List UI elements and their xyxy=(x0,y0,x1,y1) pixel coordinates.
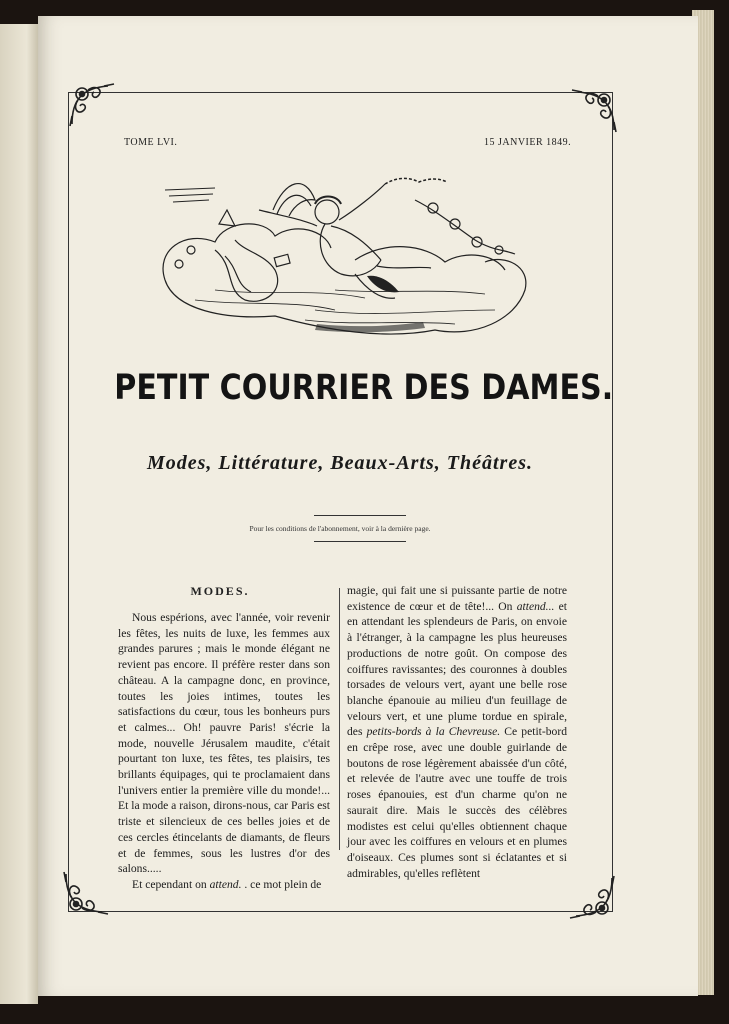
facing-page-edge xyxy=(0,24,38,1004)
corner-ornament-top-right xyxy=(568,86,618,136)
newspaper-title: PETIT COURRIER DES DAMES. xyxy=(114,368,614,408)
article-paragraph-end xyxy=(118,877,330,893)
article-text: Ce petit-bord en crêpe rose, avec une double guirlande de boutons de rose légèrement abaissée d'un côté, et relevée de l'autre avec une touffe de trois roses épanouies, est d'un charme qu'on ne saurait dire. Mais le succès des célèbres modistes est celui qu'elles obtiennent chaque jour avec les coiffures en velours et en plumes d'oiseaux. Ces plumes sont si éclatantes et si admirables, qu'elles reflètent xyxy=(347,725,568,880)
corner-ornament-top-left xyxy=(68,80,118,130)
corner-ornament-bottom-left xyxy=(62,868,112,918)
article-text: et en attendant les splendeurs de Paris, on envoie à l'étranger, à la campagne les plus heureuses productions de notre goût. On compose des coiffures ravissantes; des couronnes à doubles torsades de velours vert, ayant une belle rose blanche épanouie au milieu d'un feuillage de velours vert, et une plume tordue en spirale, des xyxy=(347,599,567,739)
divider-rule-bottom xyxy=(314,541,406,542)
emphasis-text: petits-bords à la Chevreuse. xyxy=(366,725,501,739)
section-heading-modes: MODES. xyxy=(190,584,250,598)
newspaper-subtitle: Modes, Littérature, Beaux-Arts, Théâtres. xyxy=(146,452,533,474)
issue-date: 15 JANVIER 1849. xyxy=(484,137,572,148)
article-text: . ce mot plein de xyxy=(241,877,322,891)
article-column-left xyxy=(118,610,330,893)
volume-label: TOME LVI. xyxy=(124,137,178,148)
cherub-vignette-illustration xyxy=(155,170,535,350)
divider-rule-top xyxy=(314,515,406,516)
subscription-notice: Pour les conditions de l'abonnement, voir à la dernière page. xyxy=(249,524,431,533)
emphasis-text: attend. xyxy=(209,877,242,891)
article-text: Et cependant on xyxy=(132,877,207,891)
article-paragraph: Nous espérions, avec l'année, voir revenir les fêtes, les nuits de luxe, les femmes aux grandes parures ; mais le monde élégant ne revient pas encore. Il préfère rester dans son château. A la campagne donc, en province, toutes les joies intimes, toutes les satisfactions du cœur, tous les bonheurs purs et calmes... Oh! pauvre Paris! s'écrie la mode, nouvelle Jérusalem maudite, c'était pourtant ton luxe, tes fêtes, tes plaisirs, tes brillants équipages, qui te proclamaient dans l'univers entier la première ville du monde!... Et la mode a raison, dirons-nous, car Paris est triste et silencieux de ces belles joies et de ces cercles étincelants de diamants, de fleurs et de femmes, sous les lustres d'or des salons..... xyxy=(118,611,330,876)
emphasis-text: attend... xyxy=(516,599,555,613)
article-paragraph-continued xyxy=(347,583,567,881)
corner-ornament-bottom-right xyxy=(566,872,616,922)
article-column-right xyxy=(347,583,567,881)
column-divider xyxy=(339,588,340,850)
article-text: magie, qui fait une si puissante partie de notre existence de cœur et de tête!... On xyxy=(347,584,567,613)
